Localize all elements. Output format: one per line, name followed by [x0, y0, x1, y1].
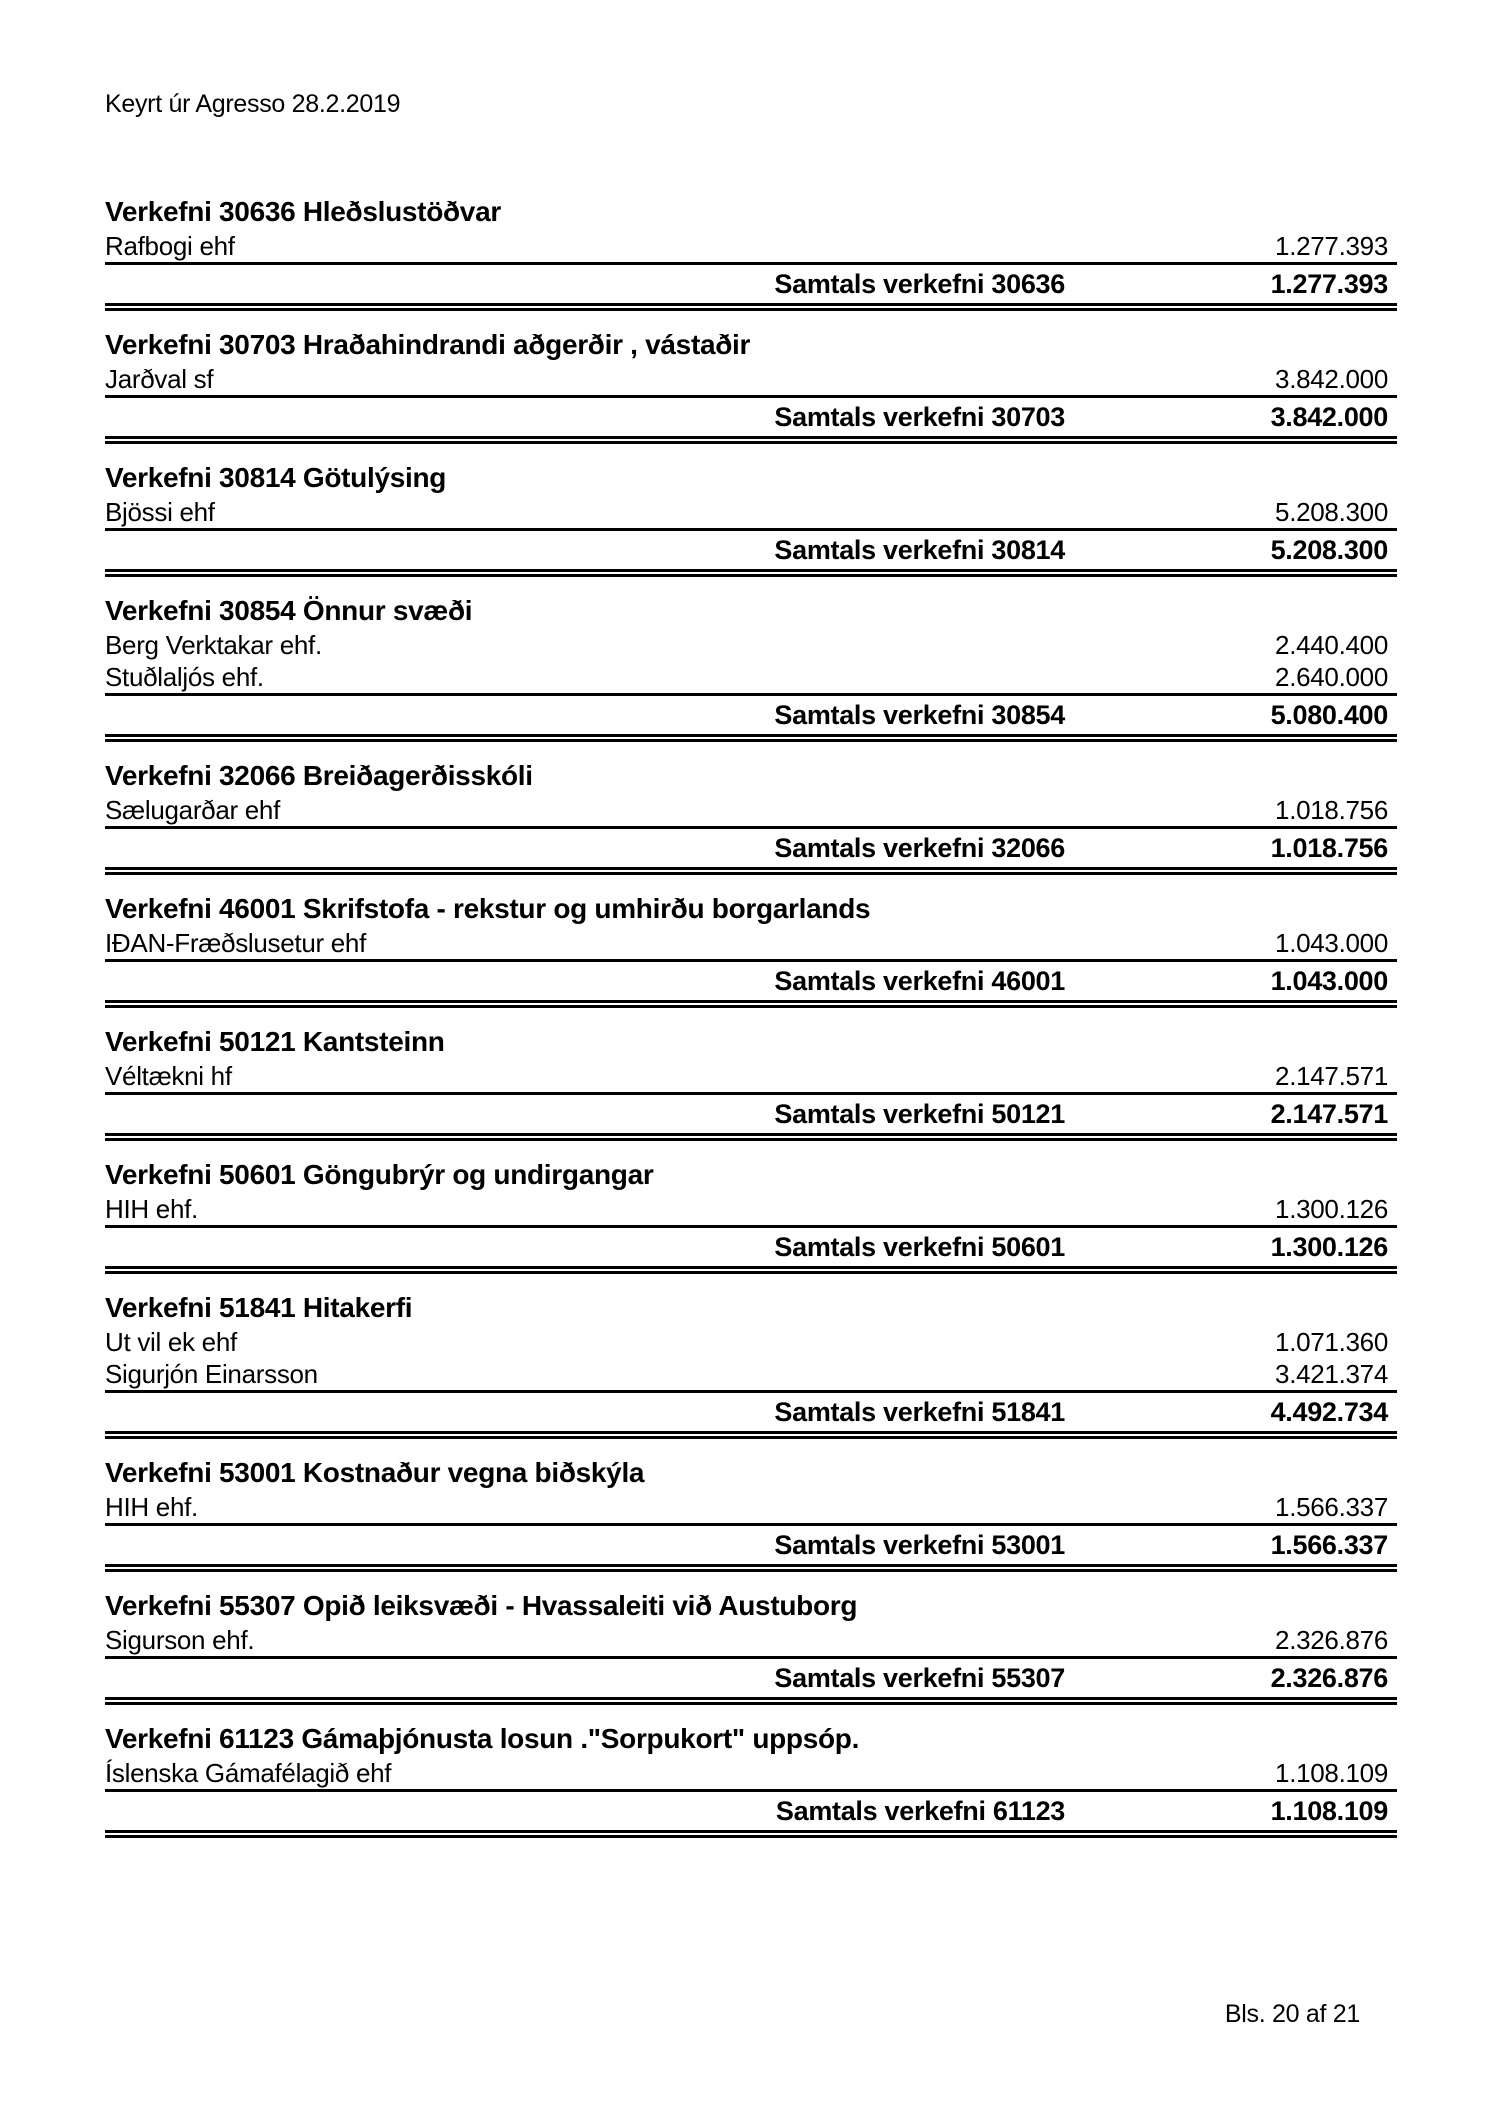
vendor-row: [105, 1358, 1397, 1390]
vendor-amount: 3.421.374: [1275, 1359, 1388, 1389]
double-divider-line: [105, 436, 1397, 444]
project-section: [105, 1721, 1397, 1838]
vendor-name: Stuðlaljós ehf.: [105, 662, 264, 692]
section-total-row: [105, 962, 1397, 1000]
double-divider-line: [105, 1266, 1397, 1274]
section-total-row: [105, 1095, 1397, 1133]
vendor-name: Véltækni hf: [105, 1061, 232, 1091]
vendor-amount: 1.300.126: [1275, 1194, 1388, 1224]
project-section: [105, 1455, 1397, 1572]
vendor-rows: [105, 1491, 1397, 1523]
project-section: [105, 891, 1397, 1008]
section-total-label: Samtals verkefni 30636: [774, 268, 1065, 299]
section-total-amount: 1.566.337: [1270, 1529, 1388, 1560]
vendor-amount: 2.147.571: [1275, 1061, 1388, 1091]
project-section-title: Verkefni 46001 Skrifstofa - rekstur og umhirðu borgarlands: [105, 893, 871, 924]
vendor-amount: 5.208.300: [1275, 497, 1388, 527]
vendor-row: [105, 1060, 1397, 1092]
vendor-rows: [105, 1326, 1397, 1390]
project-section: [105, 194, 1397, 311]
project-section-title: Verkefni 55307 Opið leiksvæði - Hvassaleiti við Austuborg: [105, 1590, 858, 1621]
project-section-title: Verkefni 61123 Gámaþjónusta losun ."Sorpukort" uppsóp.: [105, 1723, 860, 1754]
double-divider-line: [105, 734, 1397, 742]
section-total-row: [105, 265, 1397, 303]
section-total-label: Samtals verkefni 30814: [774, 534, 1065, 565]
section-total-amount: 1.018.756: [1270, 832, 1388, 863]
vendor-rows: [105, 363, 1397, 395]
section-total-row: [105, 1393, 1397, 1431]
vendor-row: [105, 927, 1397, 959]
section-total-amount: 5.080.400: [1270, 699, 1388, 730]
vendor-amount: 2.440.400: [1275, 630, 1388, 660]
vendor-row: [105, 661, 1397, 693]
section-total-amount: 1.277.393: [1270, 268, 1388, 299]
section-total-label: Samtals verkefni 55307: [774, 1662, 1065, 1693]
section-total-amount: 2.147.571: [1270, 1098, 1388, 1129]
vendor-row: [105, 1491, 1397, 1523]
project-section: [105, 327, 1397, 444]
project-section: [105, 758, 1397, 875]
vendor-amount: 1.277.393: [1275, 231, 1388, 261]
project-section: [105, 1588, 1397, 1705]
project-section-title: Verkefni 50601 Göngubrýr og undirgangar: [105, 1159, 654, 1190]
vendor-row: [105, 794, 1397, 826]
page-number: Bls. 20 af 21: [1224, 2000, 1360, 2028]
section-total-amount: 5.208.300: [1270, 534, 1388, 565]
section-total-amount: 1.043.000: [1270, 965, 1388, 996]
vendor-name: Sigurjón Einarsson: [105, 1359, 318, 1389]
vendor-rows: [105, 629, 1397, 693]
vendor-row: [105, 1757, 1397, 1789]
project-section-title: Verkefni 30854 Önnur svæði: [105, 595, 473, 626]
double-divider-line: [105, 1830, 1397, 1838]
vendor-rows: [105, 927, 1397, 959]
double-divider-line: [105, 569, 1397, 577]
vendor-amount: 2.326.876: [1275, 1625, 1388, 1655]
section-total-label: Samtals verkefni 46001: [774, 965, 1065, 996]
section-total-label: Samtals verkefni 30854: [774, 699, 1065, 730]
section-total-label: Samtals verkefni 32066: [774, 832, 1065, 863]
vendor-name: Íslenska Gámafélagið ehf: [105, 1758, 392, 1788]
project-section: [105, 1290, 1397, 1439]
vendor-row: [105, 230, 1397, 262]
vendor-rows: [105, 1624, 1397, 1656]
section-total-row: [105, 398, 1397, 436]
vendor-amount: 1.108.109: [1275, 1758, 1388, 1788]
report-sections: [105, 194, 1397, 1854]
section-total-amount: 4.492.734: [1270, 1396, 1388, 1427]
vendor-amount: 3.842.000: [1275, 364, 1388, 394]
project-section-title: Verkefni 30703 Hraðahindrandi aðgerðir , vástaðir: [105, 329, 751, 360]
vendor-rows: [105, 794, 1397, 826]
double-divider-line: [105, 1133, 1397, 1141]
vendor-rows: [105, 496, 1397, 528]
vendor-amount: 1.043.000: [1275, 928, 1388, 958]
vendor-amount: 1.071.360: [1275, 1327, 1388, 1357]
vendor-rows: [105, 230, 1397, 262]
section-total-amount: 3.842.000: [1270, 401, 1388, 432]
project-section: [105, 1157, 1397, 1274]
vendor-name: Sigurson ehf.: [105, 1625, 255, 1655]
project-section: [105, 460, 1397, 577]
project-section-title: Verkefni 50121 Kantsteinn: [105, 1026, 445, 1057]
double-divider-line: [105, 1564, 1397, 1572]
vendor-rows: [105, 1193, 1397, 1225]
section-total-row: [105, 1792, 1397, 1830]
double-divider-line: [105, 1697, 1397, 1705]
vendor-amount: 1.566.337: [1275, 1492, 1388, 1522]
vendor-name: Jarðval sf: [105, 364, 214, 394]
project-section-title: Verkefni 51841 Hitakerfi: [105, 1292, 413, 1323]
vendor-row: [105, 363, 1397, 395]
double-divider-line: [105, 1431, 1397, 1439]
vendor-name: Rafbogi ehf: [105, 231, 235, 261]
section-total-amount: 1.300.126: [1270, 1231, 1388, 1262]
section-total-label: Samtals verkefni 61123: [775, 1795, 1065, 1826]
project-section-title: Verkefni 53001 Kostnaður vegna biðskýla: [105, 1457, 645, 1488]
vendor-row: [105, 629, 1397, 661]
section-total-amount: 2.326.876: [1270, 1662, 1388, 1693]
project-section-title: Verkefni 30636 Hleðslustöðvar: [105, 196, 501, 227]
vendor-name: Ut vil ek ehf: [105, 1327, 237, 1357]
section-total-amount: 1.108.109: [1270, 1795, 1388, 1826]
vendor-name: Berg Verktakar ehf.: [105, 630, 322, 660]
section-total-label: Samtals verkefni 53001: [774, 1529, 1065, 1560]
vendor-amount: 2.640.000: [1275, 662, 1388, 692]
vendor-name: HIH ehf.: [105, 1492, 198, 1522]
project-section: [105, 1024, 1397, 1141]
section-total-row: [105, 1659, 1397, 1697]
double-divider-line: [105, 303, 1397, 311]
section-total-label: Samtals verkefni 50601: [774, 1231, 1065, 1262]
vendor-rows: [105, 1757, 1397, 1789]
section-total-label: Samtals verkefni 30703: [774, 401, 1065, 432]
section-total-row: [105, 696, 1397, 734]
vendor-amount: 1.018.756: [1275, 795, 1388, 825]
project-section: [105, 593, 1397, 742]
section-total-row: [105, 1526, 1397, 1564]
section-total-row: [105, 1228, 1397, 1266]
vendor-name: IÐAN-Fræðslusetur ehf: [105, 928, 367, 958]
section-total-row: [105, 829, 1397, 867]
section-total-label: Samtals verkefni 51841: [774, 1396, 1065, 1427]
vendor-name: HIH ehf.: [105, 1194, 198, 1224]
section-total-label: Samtals verkefni 50121: [774, 1098, 1065, 1129]
double-divider-line: [105, 867, 1397, 875]
double-divider-line: [105, 1000, 1397, 1008]
vendor-row: [105, 1624, 1397, 1656]
vendor-row: [105, 1326, 1397, 1358]
vendor-row: [105, 496, 1397, 528]
project-section-title: Verkefni 30814 Götulýsing: [105, 462, 447, 493]
vendor-name: Bjössi ehf: [105, 497, 215, 527]
report-run-info: Keyrt úr Agresso 28.2.2019: [105, 90, 401, 118]
vendor-row: [105, 1193, 1397, 1225]
vendor-rows: [105, 1060, 1397, 1092]
section-total-row: [105, 531, 1397, 569]
project-section-title: Verkefni 32066 Breiðagerðisskóli: [105, 760, 533, 791]
vendor-name: Sælugarðar ehf: [105, 795, 281, 825]
